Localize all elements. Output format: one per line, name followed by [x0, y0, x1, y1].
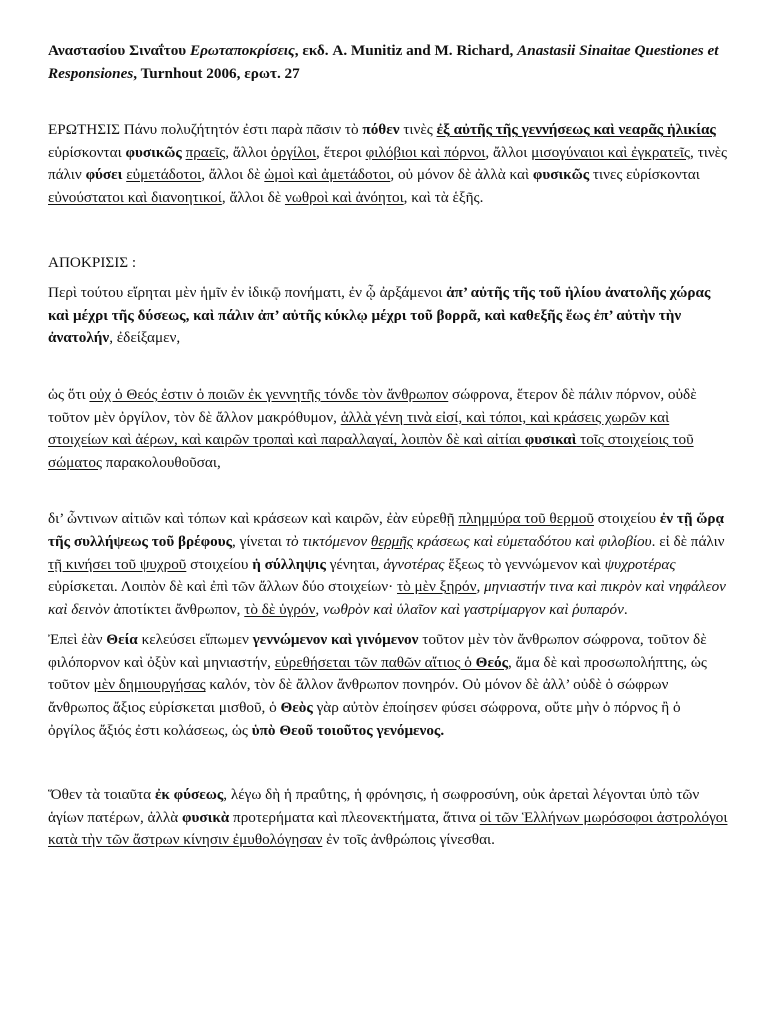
underlined-span: τῇ κινήσει τοῦ ψυχροῦ [48, 555, 187, 573]
text-span: , ἄλλοι [485, 143, 532, 161]
text-span: , γίνεται [232, 532, 286, 550]
work-title: Ερωταποκρίσεις [189, 42, 295, 59]
bold-span: ὑπὸ Θεοῦ τοιοῦτος γενόμενος. [251, 721, 445, 739]
underlined-span: τοῖς στοιχείοις τοῦ σώματος [48, 431, 694, 471]
bold-span: ἐν τῇ ὥρᾳ τῆς συλλήψεως τοῦ βρέφους [48, 510, 725, 550]
text-span: ἐν τοῖς ἀνθρώποις γίνεσθαι. [322, 831, 495, 849]
document-page [48, 40, 728, 894]
text-span: , ἕτεροι [316, 143, 366, 161]
text-span: Ἐπεὶ ἐὰν [48, 631, 107, 649]
answer-paragraph-2 [48, 384, 728, 474]
text-span: , [476, 578, 485, 596]
edition-info: , εκδ. A. Munitiz and M. Richard, [294, 42, 518, 59]
text-span: . [623, 600, 628, 618]
underlined-span: ὀργίλοι [271, 143, 317, 161]
text-span: στοιχείου [186, 555, 253, 573]
text-span: , οὐ μόνον δὲ ἀλλὰ καὶ [390, 166, 533, 184]
text-span: γὰρ αὐτὸν ἐποίησεν φύσει σώφρονα, οὔτε μὴν ὁ πόρνος ἢ ὁ ὀργίλος ἄξιός ἐστι κολάσεως, ὡς [48, 699, 681, 739]
latin-title: Anastasii Sinaitae Questiones et Responsiones [48, 42, 719, 82]
text-span: , ἐδείξαμεν, [109, 329, 181, 347]
publication-place: , Turnhout 2006, ερωτ. 27 [133, 64, 300, 82]
underlined-span: τὸ μὲν ξηρόν [397, 578, 477, 596]
bold-span: ἀπ’ αὐτῆς τῆς τοῦ ἡλίου ἀνατολῆς χώρας καὶ μέχρι τῆς δύσεως, καὶ πάλιν ἀπ’ αὐτῆς κύκλῳ μέχρι τοῦ βορρᾶ, καὶ καθεξῆς ἕως ἐπ’ αὐτὴν τὴν ἀνατολήν [48, 284, 711, 347]
bold-span: Θεὸς [280, 699, 313, 717]
text-span: , ἄλλοι δὲ [221, 188, 285, 206]
text-span: καλόν, τὸν δὲ ἄλλον ἄνθρωπον πονηρόν. Οὐ μόνον δὲ ἀλλ’ οὐδὲ ὁ σώφρων ἄνθρωπος ἄξιος εὑρίσκεται μισθοῦ, ὁ [48, 676, 669, 717]
answer-paragraph-4 [48, 629, 728, 742]
underlined-span: οὐχ ὁ Θεός ἐστιν ὁ ποιῶν ἐκ γεννητῆς τόνδε τὸν ἄνθρωπον [89, 385, 449, 403]
text-span: εὑρίσκονται [48, 143, 126, 161]
text-span: Περὶ τούτου εἴρηται μὲν ἡμῖν ἐν ἰδικῷ πονήματι, ἐν ᾧ ἀρξάμενοι [48, 284, 447, 302]
text-span: , ἄλλοι [225, 143, 272, 161]
answer-label: ΑΠΟΚΡΙΣΙΣ : [48, 253, 137, 271]
text-span: τινὲς [399, 121, 437, 139]
text-span: στοιχείου [593, 510, 660, 528]
text-span: , τινὲς πάλιν [48, 143, 728, 184]
bold-underlined-span: Θεός [475, 653, 508, 671]
bold-span: φύσει [85, 166, 123, 184]
underlined-span: εὐνούστατοι καὶ διανοητικοί [48, 188, 222, 206]
text-span: τοῦτον μὲν τὸν ἄνθρωπον σώφρονα, τοῦτον δὲ φιλόπορνον καὶ ὀξὺν καὶ μηνιαστήν, [48, 631, 707, 671]
bold-underlined-span: ἐξ αὐτῆς τῆς γεννήσεως καὶ νεαρᾶς ἡλικίας [436, 121, 716, 139]
text-span: , λέγω δὴ ἡ πραΰτης, ἡ φρόνησις, ἡ σωφροσύνη, οὐκ ἀρεταὶ λέγονται ὑπὸ τῶν ἁγίων πατέρων, ἀλλὰ [48, 786, 700, 826]
text-span: δι’ ὧντινων αἰτιῶν καὶ τόπων καὶ κράσεων καὶ καιρῶν, ἐὰν εὑρεθῇ [48, 510, 459, 528]
underlined-span: τὸ δὲ ὑγρόν [244, 600, 316, 618]
underlined-span: μὲν δημιουργήσας [93, 676, 206, 694]
underlined-span: φιλόβιοι καὶ πόρνοι [365, 143, 486, 161]
underlined-span: εὐμετάδοτοι [126, 166, 202, 184]
text-span: εὑρίσκεται. Λοιπὸν δὲ καὶ ἐπὶ τῶν ἄλλων δύο στοιχείων· [48, 578, 397, 596]
text-span: τινες εὑρίσκονται [589, 166, 700, 184]
underlined-span: εὑρεθήσεται τῶν παθῶν αἴτιος ὁ [274, 653, 476, 671]
bold-span: φυσικῶς [125, 143, 182, 161]
answer-paragraph-5 [48, 784, 728, 852]
text-span: κελεύσει εἴπωμεν [137, 631, 253, 649]
italic-span: ψυχροτέρας [604, 555, 676, 573]
italic-span: κράσεως καὶ εὐμεταδότου καὶ φιλοβίου [412, 532, 652, 550]
underlined-span: νωθροὶ καὶ ἀνόητοι [284, 188, 404, 206]
italic-span: νωθρὸν καὶ ὑλαῖον καὶ γαστρίμαργον καὶ ῥυπαρόν [322, 600, 624, 618]
text-span: παρακολουθοῦσαι, [102, 453, 221, 471]
text-span: σώφρονα, ἕτερον δὲ πάλιν πόρνον, οὐδὲ τοῦτον μὲν ὀργίλον, τὸν δὲ ἄλλον μακρόθυμον, [48, 385, 697, 426]
italic-underlined-span: θερμῆς [370, 532, 413, 550]
question-paragraph [48, 119, 728, 209]
underlined-span: οἱ τῶν Ἑλλήνων μωρόσοφοι ἀστρολόγοι κατὰ τὴν τῶν ἄστρων κίνησιν ἐμυθολόγησαν [48, 808, 728, 849]
italic-span: μηνιαστήν τινα καὶ πικρὸν καὶ νηφάλεον καὶ δεινὸν [48, 578, 726, 618]
text-span: γένηται, [325, 555, 384, 573]
answer-paragraph-1 [48, 282, 728, 350]
underlined-span: πραεῖς [185, 143, 226, 161]
text-span: , [315, 600, 323, 618]
author: Αναστασίου Σιναΐτου [48, 42, 190, 59]
text-span: Ὅθεν τὰ τοιαῦτα [48, 786, 155, 804]
bold-span: φυσικὰ [182, 808, 230, 826]
citation-heading [48, 40, 728, 85]
text-span: . εἰ δὲ πάλιν [651, 532, 725, 550]
bold-span: Θεία [106, 631, 138, 649]
italic-span: τὸ τικτόμενον [285, 532, 371, 550]
answer-paragraph-3 [48, 508, 728, 621]
underlined-span: ἀλλὰ γένη τινὰ εἰσί, καὶ τόποι, καὶ κράσεις χωρῶν καὶ στοιχείων καὶ ἀέρων, καὶ καιρῶν τροπαὶ καὶ παραλλαγαί, λοιπὸν δὲ καὶ αἰτίαι [48, 408, 670, 449]
text-span: προτερήματα καὶ πλεονεκτήματα, ἅτινα [229, 808, 480, 826]
bold-span: γεννώμενον καὶ γινόμενον [252, 631, 419, 649]
bold-span: φυσικῶς [532, 166, 590, 184]
text-span: , ἅμα δὲ καὶ προσωπολήπτης, ὡς τοῦτον [48, 653, 707, 694]
text-span: , καὶ τὰ ἑξῆς. [403, 188, 484, 206]
bold-span: πόθεν [362, 121, 400, 139]
underlined-span: ὠμοὶ καὶ ἀμετάδοτοι [264, 166, 391, 184]
text-span: ἀποτίκτει ἄνθρωπον, [109, 600, 245, 618]
text-span: ΕΡΩΤΗΣΙΣ Πάνυ πολυζήτητόν ἐστι παρὰ πᾶσιν τὸ [48, 121, 363, 139]
underlined-span: μισογύναιοι καὶ ἐγκρατεῖς [531, 143, 691, 161]
underlined-span: πλημμύρα τοῦ θερμοῦ [458, 510, 594, 528]
bold-span: ἐκ φύσεως [154, 786, 224, 804]
text-span: ἕξεως τὸ γεννώμενον καὶ [444, 555, 605, 573]
text-span: ὡς ὅτι [48, 385, 90, 403]
text-span: , ἄλλοι δὲ [201, 166, 265, 184]
bold-span: ἡ σύλληψις [252, 555, 326, 573]
bold-underlined-span: φυσικαὶ [524, 431, 577, 449]
italic-span: ἁγνοτέρας [383, 555, 445, 573]
